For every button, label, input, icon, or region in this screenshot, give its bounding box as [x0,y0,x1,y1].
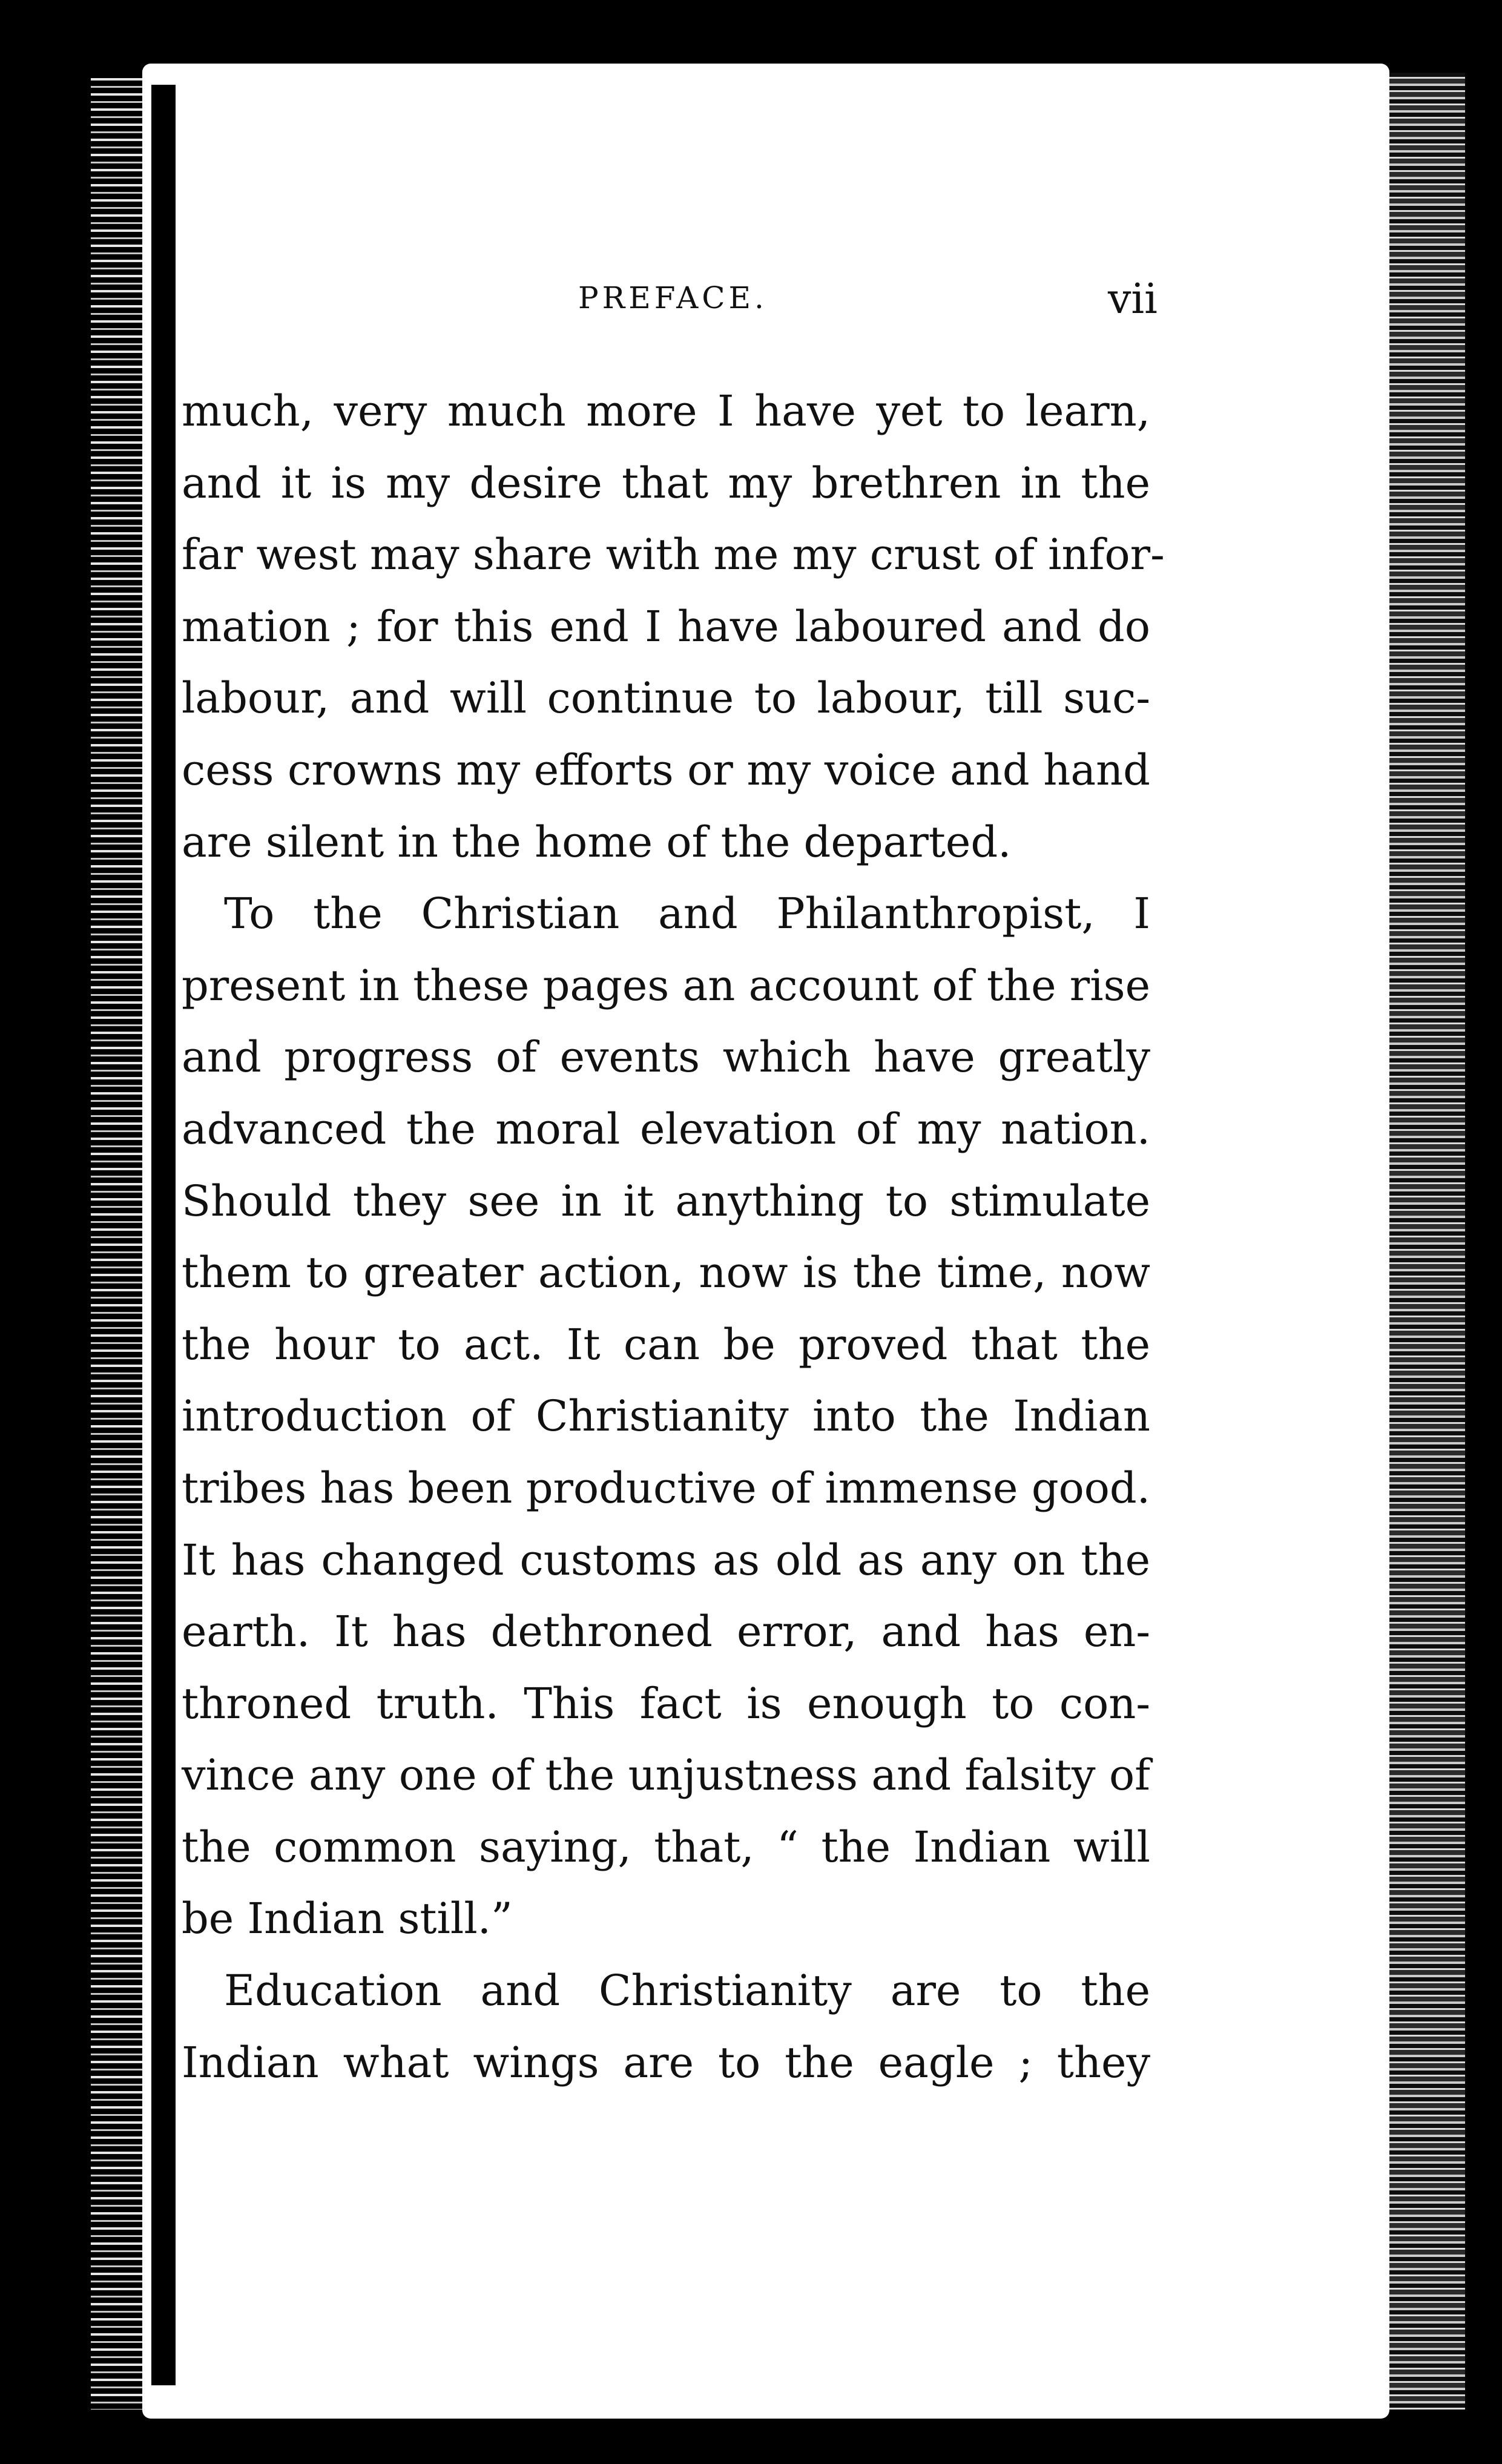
body-text [182,375,1165,2098]
text-line: introduction of Christianity into the Indian [182,1391,1150,1441]
paragraph-start-line: To the Christian and Philanthropist, I [224,889,1150,939]
text-line: throned truth. This fact is enough to con- [182,1678,1150,1728]
text-line: cess crowns my efforts or my voice and hand [182,745,1150,795]
text-line: Should they see in it anything to stimulate [182,1176,1150,1226]
text-line: mation ; for this end I have laboured and do [182,601,1150,651]
page-header [0,275,1502,330]
text-line: and progress of events which have greatly [182,1032,1150,1082]
page-gutter-shadow [151,85,176,2385]
page-number: vii [1108,275,1158,323]
running-head: PREFACE. [578,280,768,315]
text-line: Indian what wings are to the eagle ; they [182,2037,1150,2087]
paragraph-start-line: Education and Christianity are to the [224,1966,1150,2016]
text-line: It has changed customs as old as any on the [182,1535,1150,1585]
text-line: earth. It has dethroned error, and has en- [182,1607,1150,1657]
text-line: the common saying, that, “ the Indian will [182,1822,1150,1872]
text-line: vince any one of the unjustness and falsity of [182,1750,1150,1800]
text-line: present in these pages an account of the rise [182,960,1150,1010]
text-line: far west may share with me my crust of infor- [182,530,1165,580]
text-line: be Indian still.” [182,1894,513,1944]
text-line: tribes has been productive of immense good. [182,1463,1150,1513]
text-line: them to greater action, now is the time, now [182,1248,1150,1298]
text-line: much, very much more I have yet to learn, [182,386,1150,436]
text-line: and it is my desire that my brethren in the [182,458,1150,508]
text-line: advanced the moral elevation of my nation. [182,1104,1150,1154]
text-line: the hour to act. It can be proved that the [182,1319,1150,1369]
text-line: are silent in the home of the departed. [182,817,1012,867]
text-line: labour, and will continue to labour, till suc- [182,673,1150,723]
